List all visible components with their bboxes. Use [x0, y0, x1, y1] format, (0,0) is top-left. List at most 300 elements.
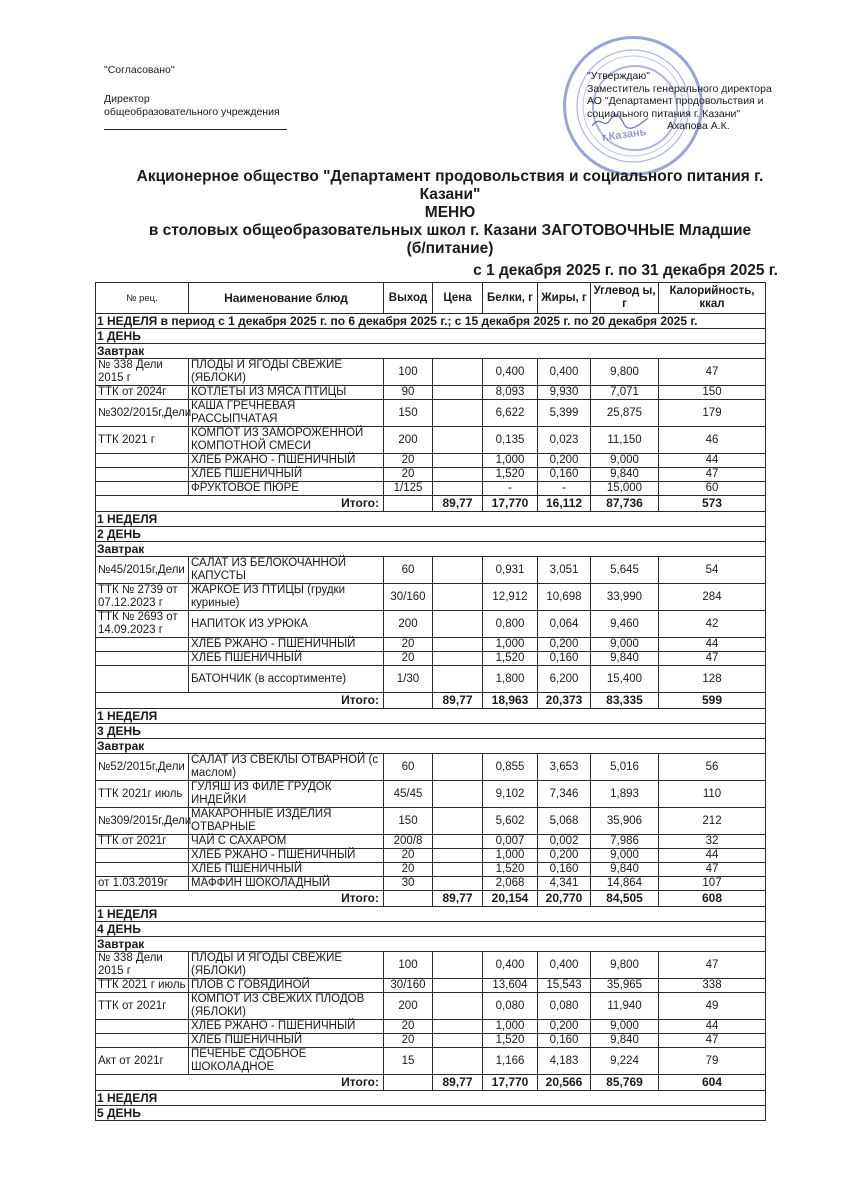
price-value [433, 1048, 483, 1075]
recipe-code [96, 666, 189, 693]
total-portion [384, 693, 433, 709]
menu-table [95, 282, 766, 1121]
protein-value: 2,068 [483, 877, 538, 891]
carbs-value: 25,875 [591, 400, 659, 427]
day-label: 2 ДЕНЬ [96, 527, 766, 542]
kcal-value: 128 [659, 666, 766, 693]
price-value [433, 454, 483, 468]
total-price: 89,77 [433, 891, 483, 907]
protein-value: 0,135 [483, 427, 538, 454]
day-label-row [96, 724, 766, 739]
portion-value: 20 [384, 1034, 433, 1048]
dish-name: ХЛЕБ ПШЕНИЧНЫЙ [189, 863, 384, 877]
portion-value: 200/8 [384, 835, 433, 849]
table-row [96, 468, 766, 482]
kcal-value: 179 [659, 400, 766, 427]
total-carbs: 87,736 [591, 496, 659, 512]
total-protein: 20,154 [483, 891, 538, 907]
price-value [433, 863, 483, 877]
portion-value: 100 [384, 952, 433, 979]
portion-value: 20 [384, 652, 433, 666]
price-value [433, 386, 483, 400]
dish-name: ХЛЕБ РЖАНО - ПШЕНИЧНЫЙ [189, 454, 384, 468]
dish-name: ПЛОДЫ И ЯГОДЫ СВЕЖИЕ (ЯБЛОКИ) [189, 359, 384, 386]
fat-value: 0,064 [538, 611, 591, 638]
approver-title-line1: Заместитель генерального директора [587, 82, 772, 95]
dish-name: ХЛЕБ РЖАНО - ПШЕНИЧНЫЙ [189, 638, 384, 652]
dish-name: САЛАТ ИЗ БЕЛОКОЧАННОЙ КАПУСТЫ [189, 557, 384, 584]
kcal-value: 42 [659, 611, 766, 638]
carbs-value: 9,840 [591, 863, 659, 877]
meal-label: Завтрак [96, 344, 766, 359]
director-title: Директор [104, 93, 150, 105]
price-value [433, 638, 483, 652]
protein-value: 6,622 [483, 400, 538, 427]
total-fat: 16,112 [538, 496, 591, 512]
dish-name: КОМПОТ ИЗ СВЕЖИХ ПЛОДОВ (ЯБЛОКИ) [189, 993, 384, 1020]
kcal-value: 150 [659, 386, 766, 400]
protein-value: 1,520 [483, 1034, 538, 1048]
fat-value: 9,930 [538, 386, 591, 400]
total-protein: 18,963 [483, 693, 538, 709]
approval-left-block [104, 64, 287, 130]
price-value [433, 849, 483, 863]
col-header-carbs: Углевод ы, г [591, 283, 659, 314]
recipe-code [96, 863, 189, 877]
dish-name: ПЕЧЕНЬЕ СДОБНОЕ ШОКОЛАДНОЕ [189, 1048, 384, 1075]
dish-name: КОТЛЕТЫ ИЗ МЯСА ПТИЦЫ [189, 386, 384, 400]
protein-value: 12,912 [483, 584, 538, 611]
portion-value: 20 [384, 468, 433, 482]
total-price: 89,77 [433, 693, 483, 709]
portion-value: 20 [384, 454, 433, 468]
table-row [96, 754, 766, 781]
price-value [433, 427, 483, 454]
table-row [96, 849, 766, 863]
dish-name: САЛАТ ИЗ СВЕКЛЫ ОТВАРНОЙ (с маслом) [189, 754, 384, 781]
carbs-value: 11,940 [591, 993, 659, 1020]
recipe-code: ТТК от 2021г [96, 835, 189, 849]
kcal-value: 56 [659, 754, 766, 781]
recipe-code [96, 482, 189, 496]
portion-value: 200 [384, 611, 433, 638]
kcal-value: 47 [659, 863, 766, 877]
dish-name: МАФФИН ШОКОЛАДНЫЙ [189, 877, 384, 891]
total-fat: 20,566 [538, 1075, 591, 1091]
price-value [433, 979, 483, 993]
approval-right-block [587, 70, 787, 133]
fat-value: - [538, 482, 591, 496]
carbs-value: 33,990 [591, 584, 659, 611]
portion-value: 60 [384, 754, 433, 781]
meal-label-row [96, 542, 766, 557]
total-protein: 17,770 [483, 1075, 538, 1091]
kcal-value: 47 [659, 468, 766, 482]
price-value [433, 359, 483, 386]
document-title: МЕНЮ [424, 204, 476, 221]
recipe-code [96, 1020, 189, 1034]
dish-name: ФРУКТОВОЕ ПЮРЕ [189, 482, 384, 496]
table-row [96, 666, 766, 693]
fat-value: 0,400 [538, 359, 591, 386]
total-price: 89,77 [433, 496, 483, 512]
price-value [433, 754, 483, 781]
meal-label: Завтрак [96, 739, 766, 754]
day-label-row [96, 329, 766, 344]
protein-value: 1,800 [483, 666, 538, 693]
week-label: 1 НЕДЕЛЯ [96, 709, 766, 724]
kcal-value: 60 [659, 482, 766, 496]
protein-value: 0,400 [483, 952, 538, 979]
portion-value: 90 [384, 386, 433, 400]
carbs-value: 9,840 [591, 652, 659, 666]
recipe-code [96, 638, 189, 652]
carbs-value: 5,016 [591, 754, 659, 781]
subtitle-line2: (б/питание) [406, 240, 494, 257]
col-header-name: Наименование блюд [189, 283, 384, 314]
carbs-value: 9,800 [591, 952, 659, 979]
day-label: 5 ДЕНЬ [96, 1106, 766, 1121]
portion-value: 1/30 [384, 666, 433, 693]
portion-value: 20 [384, 849, 433, 863]
total-fat: 20,373 [538, 693, 591, 709]
portion-value: 20 [384, 863, 433, 877]
recipe-code: №52/2015г,Дели [96, 754, 189, 781]
fat-value: 3,653 [538, 754, 591, 781]
price-value [433, 808, 483, 835]
fat-value: 5,068 [538, 808, 591, 835]
fat-value: 0,200 [538, 1020, 591, 1034]
protein-value: 9,102 [483, 781, 538, 808]
carbs-value: 35,965 [591, 979, 659, 993]
menu-period: с 1 декабря 2025 г. по 31 декабря 2025 г. [473, 262, 778, 279]
document-header [100, 168, 800, 258]
table-row [96, 877, 766, 891]
fat-value: 4,183 [538, 1048, 591, 1075]
dish-name: КОМПОТ ИЗ ЗАМОРОЖЕННОЙ КОМПОТНОЙ СМЕСИ [189, 427, 384, 454]
protein-value: 1,166 [483, 1048, 538, 1075]
recipe-code: №302/2015г,Дели [96, 400, 189, 427]
portion-value: 30/160 [384, 979, 433, 993]
carbs-value: 5,645 [591, 557, 659, 584]
fat-value: 5,399 [538, 400, 591, 427]
fat-value: 0,400 [538, 952, 591, 979]
total-kcal: 599 [659, 693, 766, 709]
total-portion [384, 891, 433, 907]
kcal-value: 44 [659, 638, 766, 652]
dish-name: ХЛЕБ РЖАНО - ПШЕНИЧНЫЙ [189, 1020, 384, 1034]
table-row [96, 808, 766, 835]
fat-value: 0,160 [538, 1034, 591, 1048]
portion-value: 100 [384, 359, 433, 386]
fat-value: 4,341 [538, 877, 591, 891]
table-row [96, 1034, 766, 1048]
subtitle-line1: в столовых общеобразовательных школ г. Казани ЗАГОТОВОЧНЫЕ Младшие [148, 222, 752, 239]
table-row [96, 1020, 766, 1034]
price-value [433, 1020, 483, 1034]
total-portion [384, 496, 433, 512]
week-period: 1 НЕДЕЛЯ в период с 1 декабря 2025 г. по 6 декабря 2025 г.; с 15 декабря 2025 г. по 20 декабря 2025 г. [96, 314, 766, 329]
day-label: 3 ДЕНЬ [96, 724, 766, 739]
carbs-value: 14,864 [591, 877, 659, 891]
meal-label: Завтрак [96, 937, 766, 952]
portion-value: 20 [384, 1020, 433, 1034]
kcal-value: 47 [659, 1034, 766, 1048]
dish-name: ХЛЕБ ПШЕНИЧНЫЙ [189, 1034, 384, 1048]
fat-value: 0,002 [538, 835, 591, 849]
kcal-value: 49 [659, 993, 766, 1020]
approved-label: "Утверждаю" [587, 70, 650, 82]
price-value [433, 584, 483, 611]
col-header-fat: Жиры, г [538, 283, 591, 314]
total-price: 89,77 [433, 1075, 483, 1091]
approver-name: Ахапова А.К. [667, 120, 730, 132]
table-row [96, 863, 766, 877]
portion-value: 200 [384, 427, 433, 454]
day-label-row [96, 1106, 766, 1121]
protein-value: - [483, 482, 538, 496]
price-value [433, 666, 483, 693]
kcal-value: 44 [659, 454, 766, 468]
dish-name: ПЛОВ С ГОВЯДИНОЙ [189, 979, 384, 993]
recipe-code [96, 849, 189, 863]
recipe-code: ТТК от 2021г [96, 993, 189, 1020]
menu-table-body [96, 314, 766, 1121]
carbs-value: 9,000 [591, 1020, 659, 1034]
table-row [96, 454, 766, 468]
dish-name: КАША ГРЕЧНЕВАЯ РАССЫПЧАТАЯ [189, 400, 384, 427]
total-portion [384, 1075, 433, 1091]
fat-value: 7,346 [538, 781, 591, 808]
fat-value: 0,160 [538, 863, 591, 877]
recipe-code: ТТК 2021 г [96, 427, 189, 454]
carbs-value: 7,071 [591, 386, 659, 400]
agreed-label: "Согласовано" [104, 64, 175, 76]
week-period-row [96, 314, 766, 329]
protein-value: 1,520 [483, 863, 538, 877]
recipe-code: ТТК 2021г июль [96, 781, 189, 808]
total-label: Итого: [96, 693, 384, 709]
carbs-value: 15,000 [591, 482, 659, 496]
recipe-code: ТТК от 2024г [96, 386, 189, 400]
kcal-value: 44 [659, 849, 766, 863]
approver-title-line3: социального питания г. Казани" [587, 107, 741, 120]
week-label-row [96, 512, 766, 527]
protein-value: 1,000 [483, 454, 538, 468]
col-header-code: № рец. [96, 283, 189, 314]
fat-value: 6,200 [538, 666, 591, 693]
fat-value: 3,051 [538, 557, 591, 584]
protein-value: 0,007 [483, 835, 538, 849]
fat-value: 0,160 [538, 468, 591, 482]
carbs-value: 9,800 [591, 359, 659, 386]
table-row [96, 482, 766, 496]
kcal-value: 212 [659, 808, 766, 835]
total-row [96, 693, 766, 709]
portion-value: 15 [384, 1048, 433, 1075]
dish-name: БАТОНЧИК (в ассортименте) [189, 666, 384, 693]
recipe-code [96, 652, 189, 666]
recipe-code: ТТК № 2693 от 14.09.2023 г [96, 611, 189, 638]
carbs-value: 1,893 [591, 781, 659, 808]
institution-label: общеобразовательного учреждения [104, 106, 280, 118]
table-row [96, 952, 766, 979]
carbs-value: 9,224 [591, 1048, 659, 1075]
table-row [96, 979, 766, 993]
price-value [433, 877, 483, 891]
table-row [96, 1048, 766, 1075]
price-value [433, 400, 483, 427]
total-carbs: 85,769 [591, 1075, 659, 1091]
portion-value: 150 [384, 400, 433, 427]
price-value [433, 557, 483, 584]
stamp-center-text: г.Казань [601, 125, 648, 145]
table-row [96, 359, 766, 386]
total-label: Итого: [96, 496, 384, 512]
dish-name: ХЛЕБ ПШЕНИЧНЫЙ [189, 468, 384, 482]
protein-value: 0,855 [483, 754, 538, 781]
portion-value: 45/45 [384, 781, 433, 808]
dish-name: ХЛЕБ ПШЕНИЧНЫЙ [189, 652, 384, 666]
table-row [96, 427, 766, 454]
org-name-line1: Акционерное общество "Департамент продовольствия и социального питания г. [136, 168, 764, 185]
table-row [96, 386, 766, 400]
portion-value: 200 [384, 993, 433, 1020]
protein-value: 1,000 [483, 849, 538, 863]
table-row [96, 611, 766, 638]
carbs-value: 11,150 [591, 427, 659, 454]
protein-value: 1,520 [483, 468, 538, 482]
signature-line [104, 129, 287, 130]
portion-value: 30 [384, 877, 433, 891]
week-label: 1 НЕДЕЛЯ [96, 1091, 766, 1106]
org-name-line2: Казани" [419, 186, 481, 203]
carbs-value: 9,840 [591, 1034, 659, 1048]
protein-value: 0,800 [483, 611, 538, 638]
price-value [433, 482, 483, 496]
table-row [96, 835, 766, 849]
fat-value: 10,698 [538, 584, 591, 611]
kcal-value: 47 [659, 359, 766, 386]
carbs-value: 9,460 [591, 611, 659, 638]
recipe-code: №309/2015г,Дели [96, 808, 189, 835]
week-label-row [96, 907, 766, 922]
fat-value: 0,160 [538, 652, 591, 666]
week-label: 1 НЕДЕЛЯ [96, 512, 766, 527]
table-row [96, 781, 766, 808]
col-header-portion: Выход [384, 283, 433, 314]
carbs-value: 9,000 [591, 454, 659, 468]
col-header-kcal: Калорийность, ккал [659, 283, 766, 314]
protein-value: 1,000 [483, 638, 538, 652]
portion-value: 1/125 [384, 482, 433, 496]
total-carbs: 84,505 [591, 891, 659, 907]
col-header-protein: Белки, г [483, 283, 538, 314]
fat-value: 0,200 [538, 849, 591, 863]
total-kcal: 604 [659, 1075, 766, 1091]
protein-value: 5,602 [483, 808, 538, 835]
total-carbs: 83,335 [591, 693, 659, 709]
total-kcal: 573 [659, 496, 766, 512]
price-value [433, 611, 483, 638]
day-label: 1 ДЕНЬ [96, 329, 766, 344]
kcal-value: 44 [659, 1020, 766, 1034]
recipe-code [96, 468, 189, 482]
price-value [433, 952, 483, 979]
recipe-code: от 1.03.2019г [96, 877, 189, 891]
kcal-value: 79 [659, 1048, 766, 1075]
recipe-code: № 338 Дели 2015 г [96, 952, 189, 979]
kcal-value: 47 [659, 952, 766, 979]
recipe-code [96, 1034, 189, 1048]
total-row [96, 1075, 766, 1091]
price-value [433, 1034, 483, 1048]
meal-label-row [96, 739, 766, 754]
total-row [96, 496, 766, 512]
kcal-value: 110 [659, 781, 766, 808]
table-row [96, 638, 766, 652]
price-value [433, 835, 483, 849]
price-value [433, 781, 483, 808]
day-label: 4 ДЕНЬ [96, 922, 766, 937]
recipe-code [96, 454, 189, 468]
kcal-value: 32 [659, 835, 766, 849]
carbs-value: 9,840 [591, 468, 659, 482]
protein-value: 0,080 [483, 993, 538, 1020]
carbs-value: 9,000 [591, 849, 659, 863]
dish-name: ХЛЕБ РЖАНО - ПШЕНИЧНЫЙ [189, 849, 384, 863]
approver-title-line2: АО "Департамент продовольствия и [587, 95, 764, 107]
kcal-value: 47 [659, 652, 766, 666]
price-value [433, 468, 483, 482]
carbs-value: 35,906 [591, 808, 659, 835]
protein-value: 13,604 [483, 979, 538, 993]
carbs-value: 15,400 [591, 666, 659, 693]
fat-value: 15,543 [538, 979, 591, 993]
table-row [96, 652, 766, 666]
dish-name: ЖАРКОЕ ИЗ ПТИЦЫ (грудки куриные) [189, 584, 384, 611]
dish-name: НАПИТОК ИЗ УРЮКА [189, 611, 384, 638]
kcal-value: 338 [659, 979, 766, 993]
total-label: Итого: [96, 891, 384, 907]
meal-label-row [96, 344, 766, 359]
carbs-value: 9,000 [591, 638, 659, 652]
recipe-code: ТТК 2021 г июль [96, 979, 189, 993]
week-label-row [96, 709, 766, 724]
fat-value: 0,200 [538, 454, 591, 468]
portion-value: 20 [384, 638, 433, 652]
protein-value: 0,931 [483, 557, 538, 584]
fat-value: 0,200 [538, 638, 591, 652]
dish-name: ПЛОДЫ И ЯГОДЫ СВЕЖИЕ (ЯБЛОКИ) [189, 952, 384, 979]
table-row [96, 557, 766, 584]
fat-value: 0,023 [538, 427, 591, 454]
kcal-value: 284 [659, 584, 766, 611]
total-protein: 17,770 [483, 496, 538, 512]
kcal-value: 46 [659, 427, 766, 454]
portion-value: 30/160 [384, 584, 433, 611]
dish-name: МАКАРОННЫЕ ИЗДЕЛИЯ ОТВАРНЫЕ [189, 808, 384, 835]
recipe-code: ТТК № 2739 от 07.12.2023 г [96, 584, 189, 611]
price-value [433, 652, 483, 666]
table-row [96, 993, 766, 1020]
recipe-code: № 338 Дели 2015 г [96, 359, 189, 386]
portion-value: 150 [384, 808, 433, 835]
week-label: 1 НЕДЕЛЯ [96, 907, 766, 922]
total-kcal: 608 [659, 891, 766, 907]
meal-label: Завтрак [96, 542, 766, 557]
portion-value: 60 [384, 557, 433, 584]
